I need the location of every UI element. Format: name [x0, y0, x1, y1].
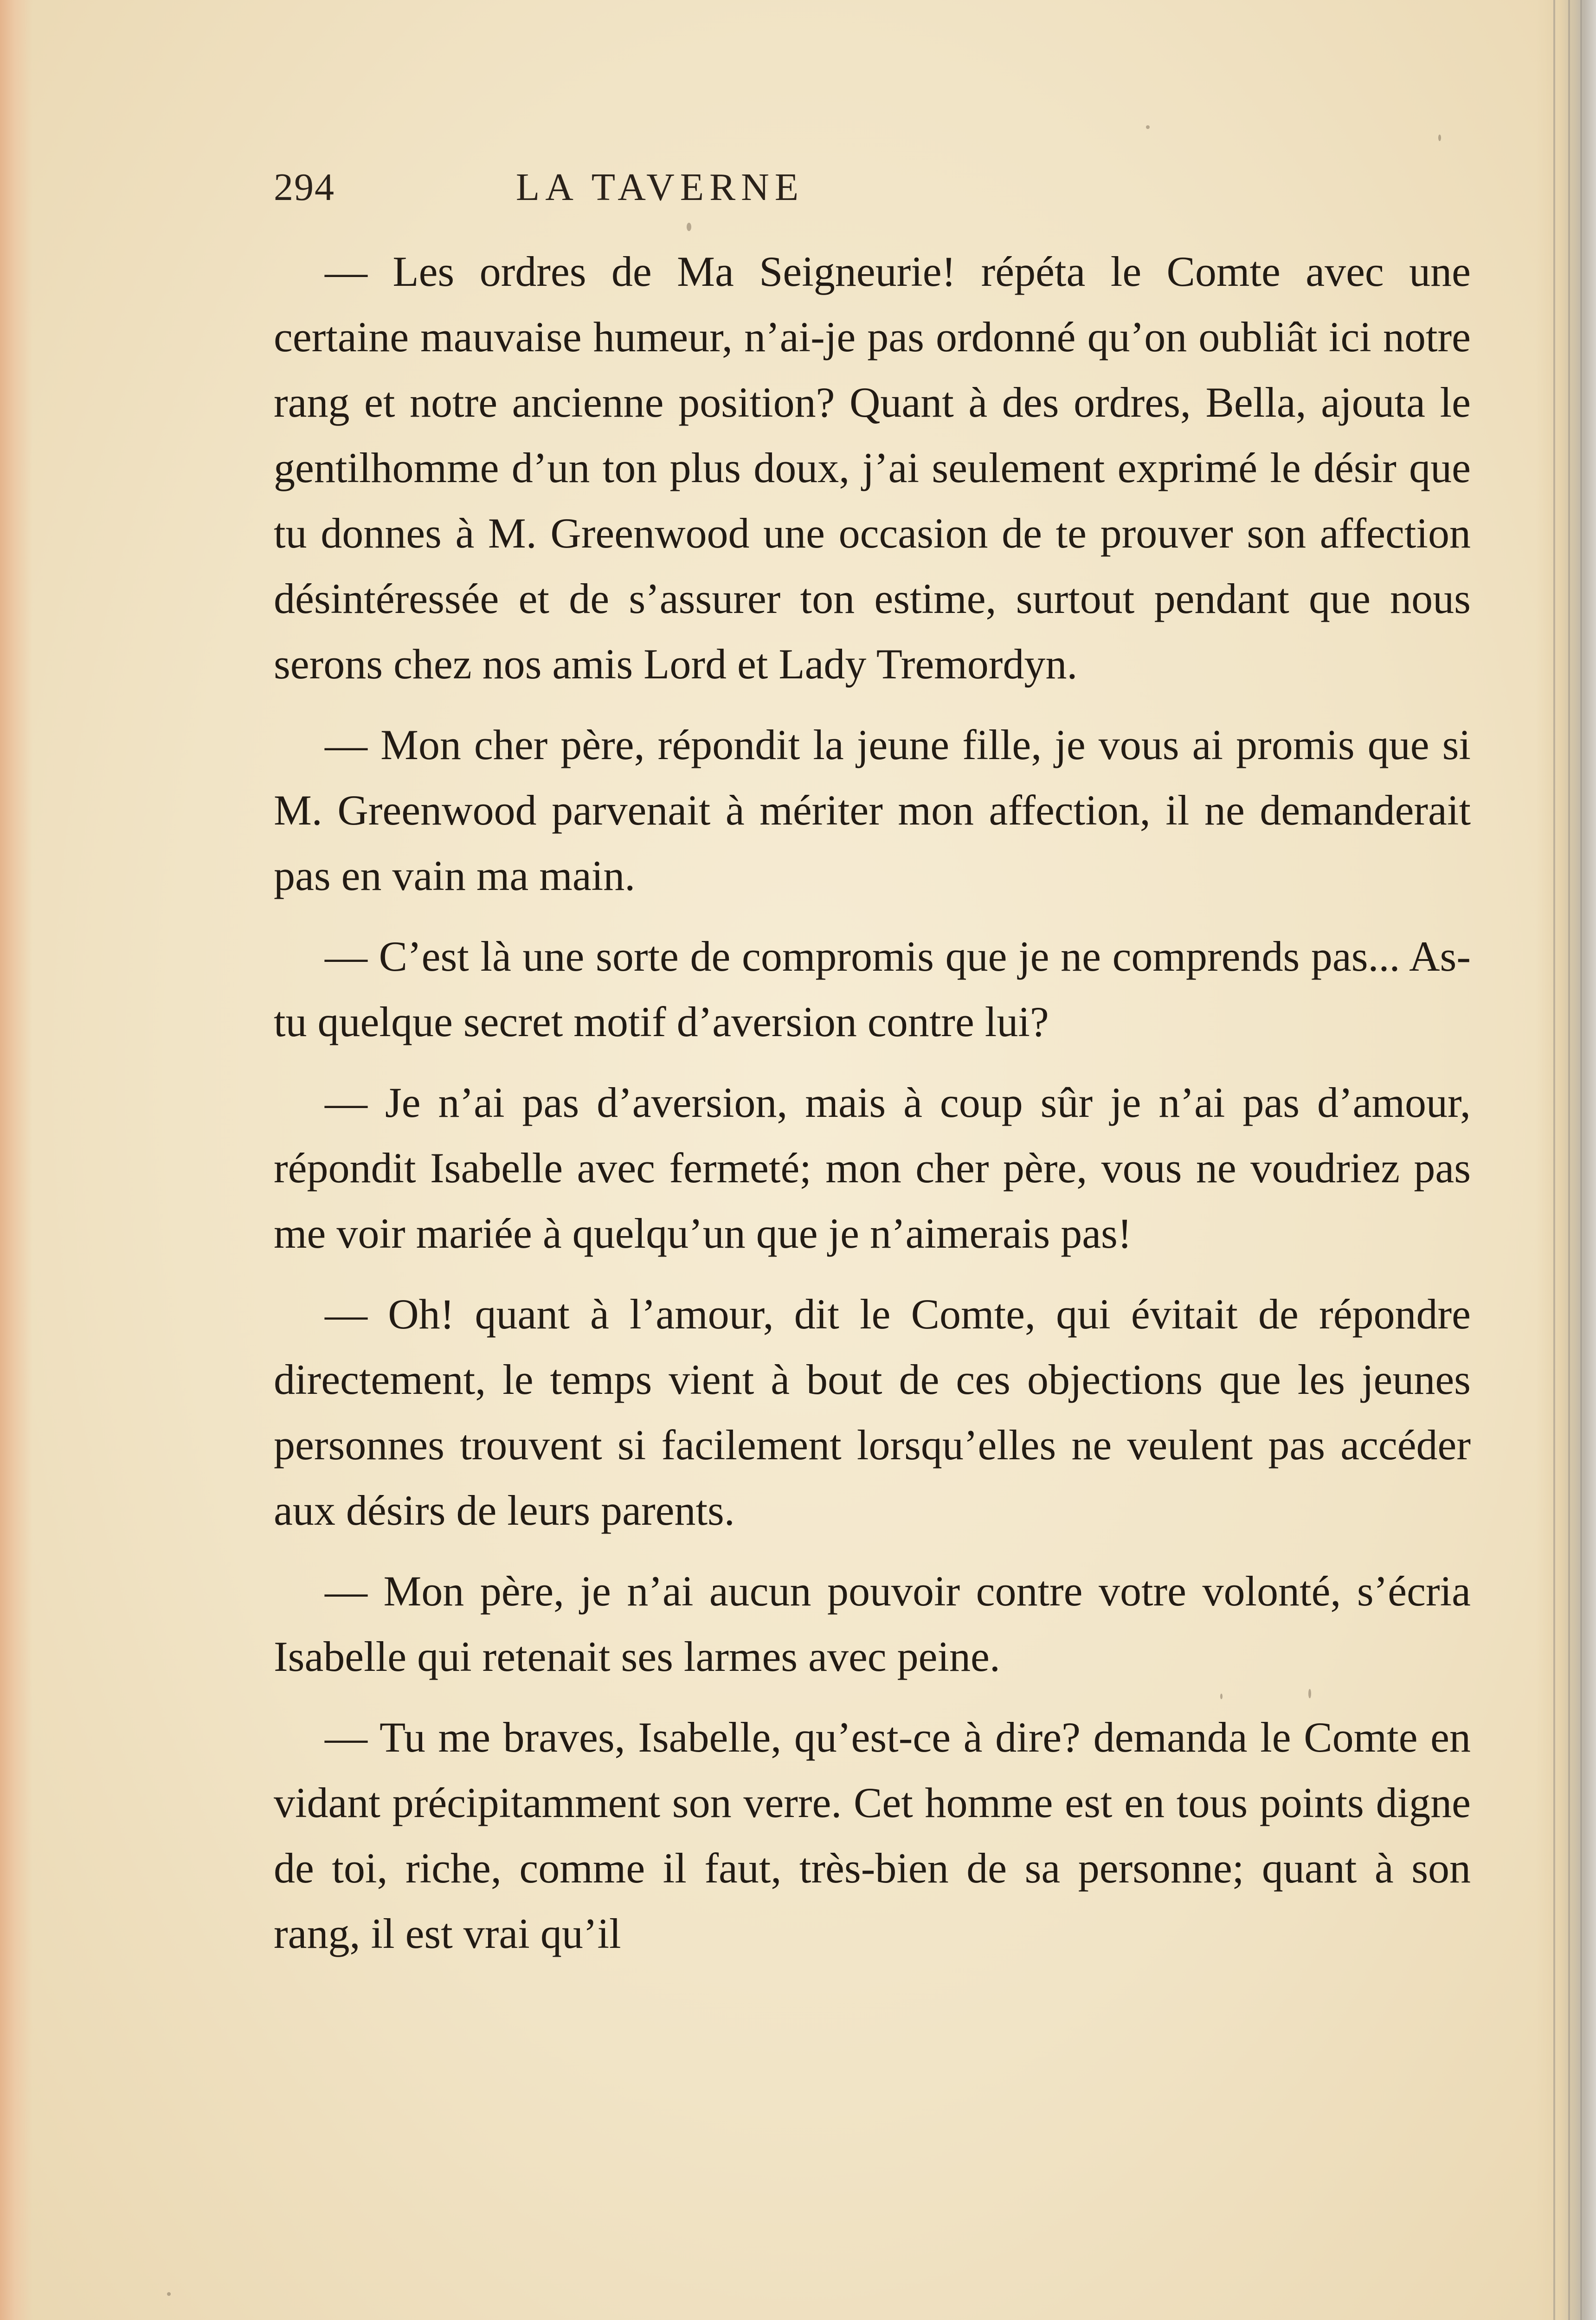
paragraph: — C’est là une sorte de compromis que je ne comprends pas... As-tu quelque secret motif d’aversion contre lui?	[274, 933, 1471, 1045]
paragraph: — Tu me braves, Isabelle, qu’est-ce à dire? demanda le Comte en vidant précipitamment son verre. Cet homme est en tous points digne de toi, riche, comme il faut, très-bien de sa personne; quant à son rang, il est vrai qu’il	[274, 1714, 1471, 1957]
paragraph: — Oh! quant à l’amour, dit le Comte, qui évitait de répondre directement, le temps vient à bout de ces objections que les jeunes personnes trouvent si facilement lorsqu’elles ne veulent pas accéder aux désirs de leurs parents.	[274, 1290, 1471, 1534]
paragraph: — Mon père, je n’ai aucun pouvoir contre votre volonté, s’écria Isabelle qui retenait ses larmes avec peine.	[274, 1567, 1471, 1680]
paragraph: — Mon cher père, répondit la jeune fille, je vous ai promis que si M. Greenwood parvenait à mériter mon affection, il ne demanderait pas en vain ma main.	[274, 721, 1471, 899]
page-header	[274, 165, 1046, 216]
page-left-edge	[0, 0, 32, 2320]
paper-speck	[1146, 125, 1150, 129]
paragraph: — Je n’ai pas d’aversion, mais à coup sûr je n’ai pas d’amour, répondit Isabelle avec fermeté; mon cher père, vous ne voudriez pas me voir mariée à quelqu’un que je n’aimerais pas!	[274, 1079, 1471, 1257]
paper-speck	[1438, 135, 1441, 141]
page-right-edge	[1536, 0, 1596, 2320]
paper-speck	[167, 2292, 171, 2296]
page-number: 294	[274, 166, 335, 209]
paper-speck	[687, 223, 691, 231]
paragraph: — Les ordres de Ma Seigneurie! répéta le Comte avec une certaine mauvaise humeur, n’ai-je pas ordonné qu’on oubliât ici notre rang et notre ancienne position? Quant à des ordres, Bella, ajouta le gentilhomme d’un ton plus doux, j’ai seulement exprimé le désir que tu donnes à M. Greenwood une occasion de te prouver son affection désintéressée et de s’assurer ton estime, surtout pendant que nous serons chez nos amis Lord et Lady Tremordyn.	[274, 248, 1471, 688]
body-text	[274, 239, 1471, 1982]
running-title: LA TAVERNE	[515, 166, 804, 209]
